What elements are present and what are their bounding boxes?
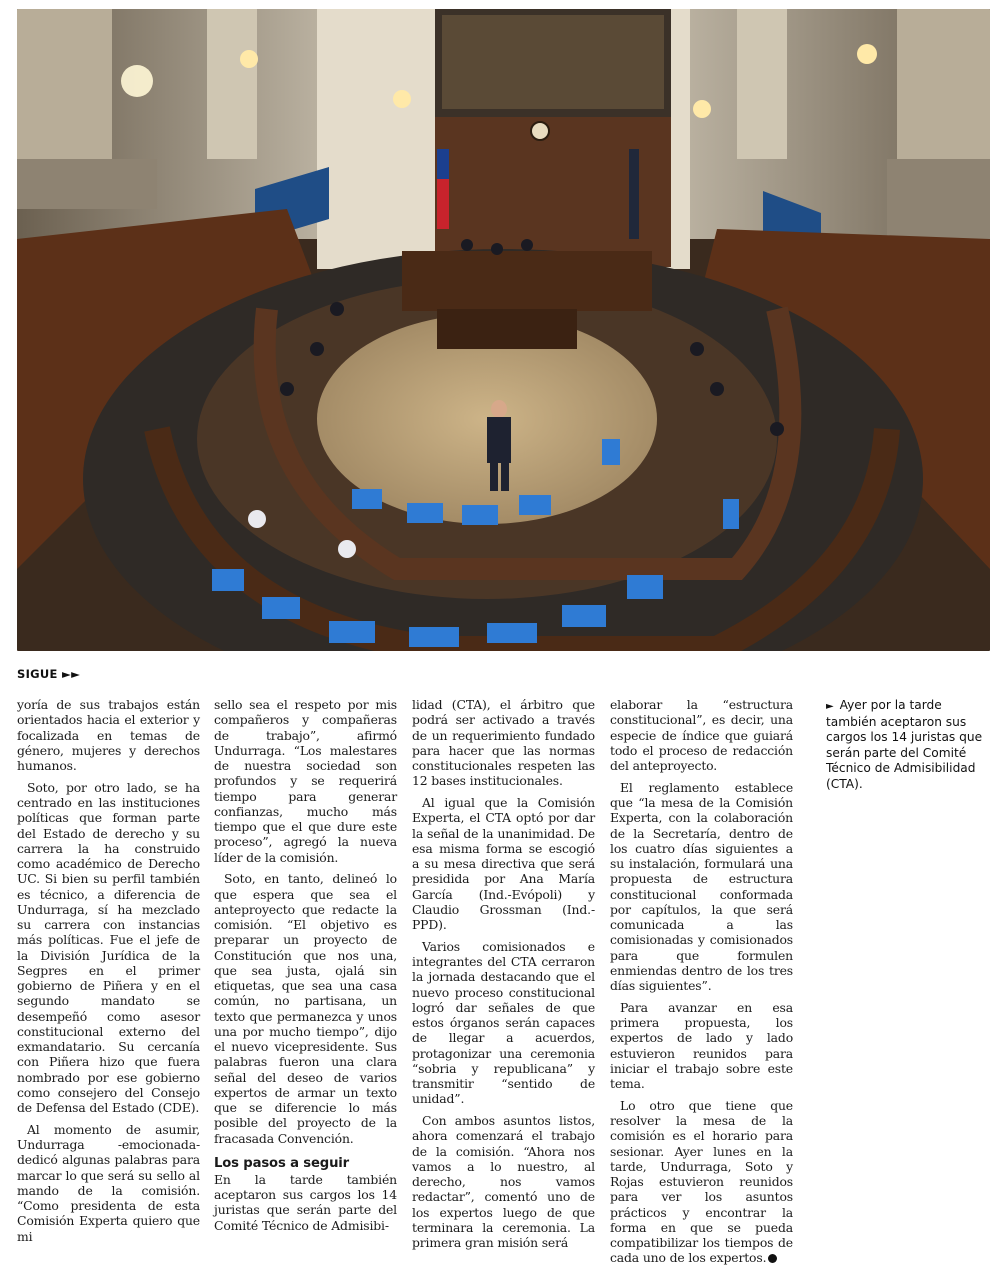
end-mark-icon (768, 1254, 777, 1263)
paragraph: Soto, en tanto, delineó lo que espera que sea el anteproyecto que redacte la comisión. “El objetivo es preparar un proyecto de Constitución que nos una, que sea justa, ojalá sin etiquetas, que sea una casa común, no partisana, un texto que permanezca y unos una por mucho tiempo”, dijo el nuevo vicepresidente. Sus palabras fueron una clara señal del deseo de varios expertos de armar un texto que se diferencie lo más posible del proyecto de la fracasada Convención. (214, 871, 397, 1146)
paragraph: En la tarde también aceptaron sus cargos los 14 juristas que serán parte del Comité Técnico de Admisibi- (214, 1171, 397, 1233)
section-heading: Los pasos a seguir (214, 1155, 350, 1171)
text-column-2 (214, 697, 397, 1233)
paragraph: elaborar la “estructura constitucional”, es decir, una especie de índice que guiará todo el proceso de redacción del anteproyecto. (610, 697, 793, 773)
sidebar-text: Ayer por la tarde también aceptaron sus cargos los 14 juristas que serán parte del Comité Técnico de Admisibilidad (CTA). (826, 698, 983, 791)
text-column-3 (412, 697, 595, 1250)
paragraph: sello sea el respeto por mis compañeros y compañeras de trabajo”, afirmó Undurraga. “Los malestares de nuestra sociedad son profundos y se requerirá tiempo para generar confianzas, mucho más tiempo que el que dure este proceso”, agregó la nueva líder de la comisión. (214, 697, 397, 865)
paragraph: Con ambos asuntos listos, ahora comenzará el trabajo de la comisión. “Ahora nos vamos a lo nuestro, al derecho, nos vamos redactar”, comentó uno de los expertos luego de que terminara la ceremonia. La primera gran misión será (412, 1113, 595, 1250)
text-column-1 (17, 697, 200, 1244)
paragraph: Soto, por otro lado, se ha centrado en las instituciones políticas que forman parte del Estado de derecho y su carrera la ha construido como académico de Derecho UC. Si bien su perfil también es técnico, a diferencia de Undurraga, sí ha mezclado su carrera con instancias más políticas. Fue el jefe de la División Jurídica de la Segpres en el primer gobierno de Piñera y en el segundo mandato se desempeñó como asesor constitucional externo del exmandatario. Su cercanía con Piñera hizo que fuera nombrado por ese gobierno como consejero del Consejo de Defensa del Estado (CDE). (17, 779, 200, 1115)
paragraph: Para avanzar en esa primera propuesta, los expertos de lado y lado estuvieron reunidos para iniciar el trabajo sobre este tema. (610, 999, 793, 1091)
paragraph: Al momento de asumir, Undurraga -emocionada- dedicó algunas palabras para marcar lo que será su sello al mando de la comisión. “Como presidenta de esta Comisión Experta quiero que mi (17, 1121, 200, 1244)
sidebar-note (826, 698, 986, 792)
paragraph: Al igual que la Comisión Experta, el CTA optó por dar la señal de la unanimidad. De esa misma forma se escogió a su mesa directiva que será presidida por Ana María García (Ind.-Evópoli) y Claudio Grossman (Ind.-PPD). (412, 795, 595, 932)
text-column-4 (610, 697, 793, 1266)
paragraph-final (610, 1098, 793, 1266)
paragraph: Varios comisionados e integrantes del CTA cerraron la jornada destacando que el nuevo proceso constitucional logró dar señales de que estos órganos serán capaces de llegar a acuerdos, protagonizar una ceremonia “sobria y republicana” y transmitir “sentido de unidad”. (412, 938, 595, 1107)
paragraph: El reglamento establece que “la mesa de la Comisión Experta, con la colaboración de la Secretaría, dentro de los cuatro días siguientes a su instalación, formulará una propuesta de estructura constitucional conformada por capítulos, la que será comunicada a las comisionadas y comisionados para que formulen enmiendas dentro de los tres días siguientes”. (610, 779, 793, 993)
paragraph: lidad (CTA), el árbitro que podrá ser activado a través de un requerimiento fundado para hacer que las normas constitucionales respeten las 12 bases institucionales. (412, 697, 595, 789)
triangle-marker-icon: ► (826, 701, 834, 712)
sigue-label: SIGUE ►► (17, 667, 81, 681)
assembly-hall-photo (17, 9, 990, 651)
paragraph-text: Lo otro que tiene que resolver la mesa de la comisión es el horario para sesionar. Ayer lunes en la tarde, Undurraga, Soto y Rojas estuvieron reunidos para ver los asuntos prácticos y encontrar la forma en que se pueda compatibilizar los tiempos de cada uno de los expertos. (610, 1097, 793, 1266)
paragraph: yoría de sus trabajos están orientados hacia el exterior y focalizada en temas de género, mujeres y derechos humanos. (17, 697, 200, 773)
